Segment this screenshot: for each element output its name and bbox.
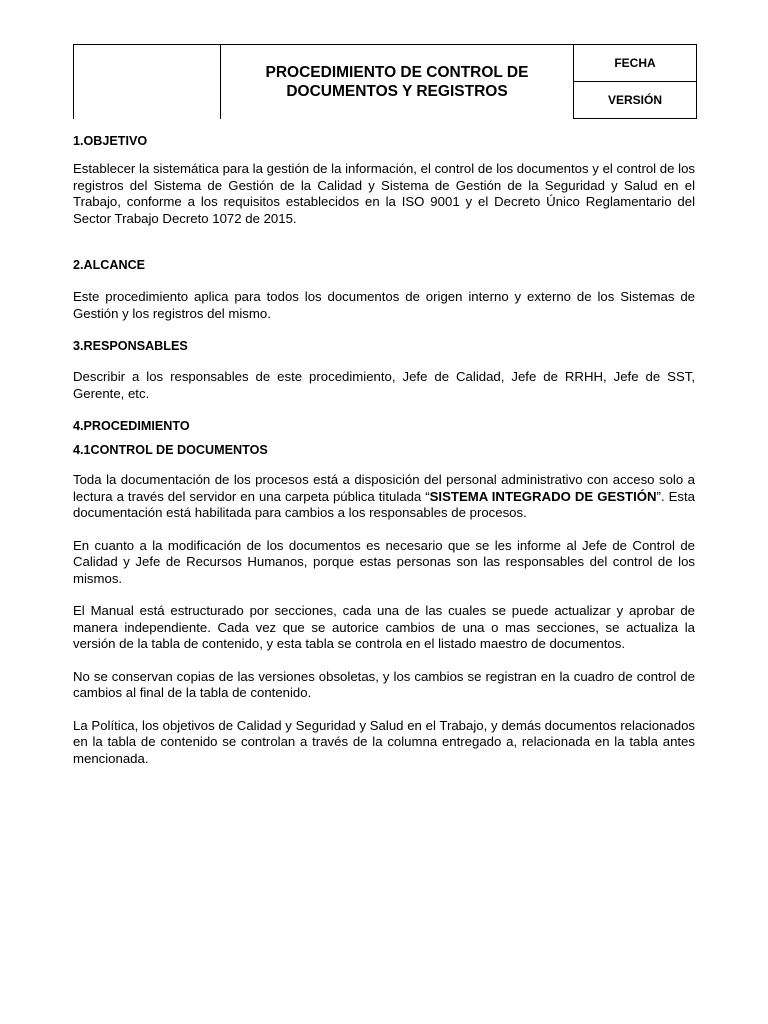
title-line-1: PROCEDIMIENTO DE CONTROL DE bbox=[265, 63, 529, 81]
alcance-text: Este procedimiento aplica para todos los documentos de origen interno y externo de los Sistemas de Gestión y los registros del mismo. bbox=[73, 289, 695, 321]
heading-alcance: 2.ALCANCE bbox=[73, 258, 146, 272]
procedimiento-paragraph-4: No se conservan copias de las versiones obsoletas, y los cambios se registran en la cuadro de control de cambios al final de la tabla de contenido. bbox=[73, 668, 695, 700]
procedimiento-paragraph-5: La Política, los objetivos de Calidad y Seguridad y Salud en el Trabajo, y demás documentos relacionados en la tabla de contenido se controlan a través de la columna entregado a, relacionada en la tabla antes mencionada. bbox=[73, 717, 695, 766]
version-cell: VERSIÓN bbox=[574, 82, 697, 119]
p1-after: ”. Esta documentación está habilitada para cambios a los responsables de procesos. bbox=[73, 488, 695, 520]
document-header bbox=[73, 44, 695, 118]
heading-procedimiento: 4.PROCEDIMIENTO bbox=[73, 419, 190, 433]
procedimiento-paragraph-2: En cuanto a la modificación de los documentos es necesario que se les informe al Jefe de Control de Calidad y Jefe de Recursos Humanos, porque estas personas son las responsables del control de los mismos. bbox=[73, 537, 695, 586]
objetivo-text: Establecer la sistemática para la gestión de la información, el control de los documentos y el control de los registros del Sistema de Gestión de la Calidad y Sistema de Gestión de la Seguridad y Salud en el Trabajo, conforme a los requisitos establecidos en la ISO 9001 y el Decreto Único Reglamentario del Sector Trabajo Decreto 1072 de 2015. bbox=[73, 161, 695, 226]
procedimiento-paragraph-1 bbox=[73, 472, 695, 522]
logo-cell bbox=[74, 45, 221, 119]
responsables-text: Describir a los responsables de este procedimiento, Jefe de Calidad, Jefe de RRHH, Jefe de SST, Gerente, etc. bbox=[73, 369, 695, 401]
procedimiento-paragraph-3: El Manual está estructurado por secciones, cada una de las cuales se puede actualizar y aprobar de manera independiente. Cada vez que se autorice cambios de una o mas secciones, se actualiza la versión de la tabla de contenido, y esta tabla se controla en el listado maestro de documentos. bbox=[73, 603, 695, 651]
p1-bold: SISTEMA INTEGRADO DE GESTIÓN bbox=[429, 488, 657, 504]
fecha-cell: FECHA bbox=[574, 45, 697, 82]
title-line-2: DOCUMENTOS Y REGISTROS bbox=[286, 82, 508, 100]
document-body bbox=[73, 133, 695, 767]
p1-before: Toda la documentación de los procesos está a disposición del personal administrativo con acceso solo a lectura a través del servidor en una carpeta pública titulada “ bbox=[73, 472, 695, 504]
heading-objetivo: 1.OBJETIVO bbox=[73, 134, 148, 148]
header-table bbox=[73, 44, 697, 119]
heading-responsables: 3.RESPONSABLES bbox=[73, 339, 188, 353]
document-title bbox=[221, 45, 574, 119]
heading-control-documentos: 4.1CONTROL DE DOCUMENTOS bbox=[73, 443, 268, 457]
